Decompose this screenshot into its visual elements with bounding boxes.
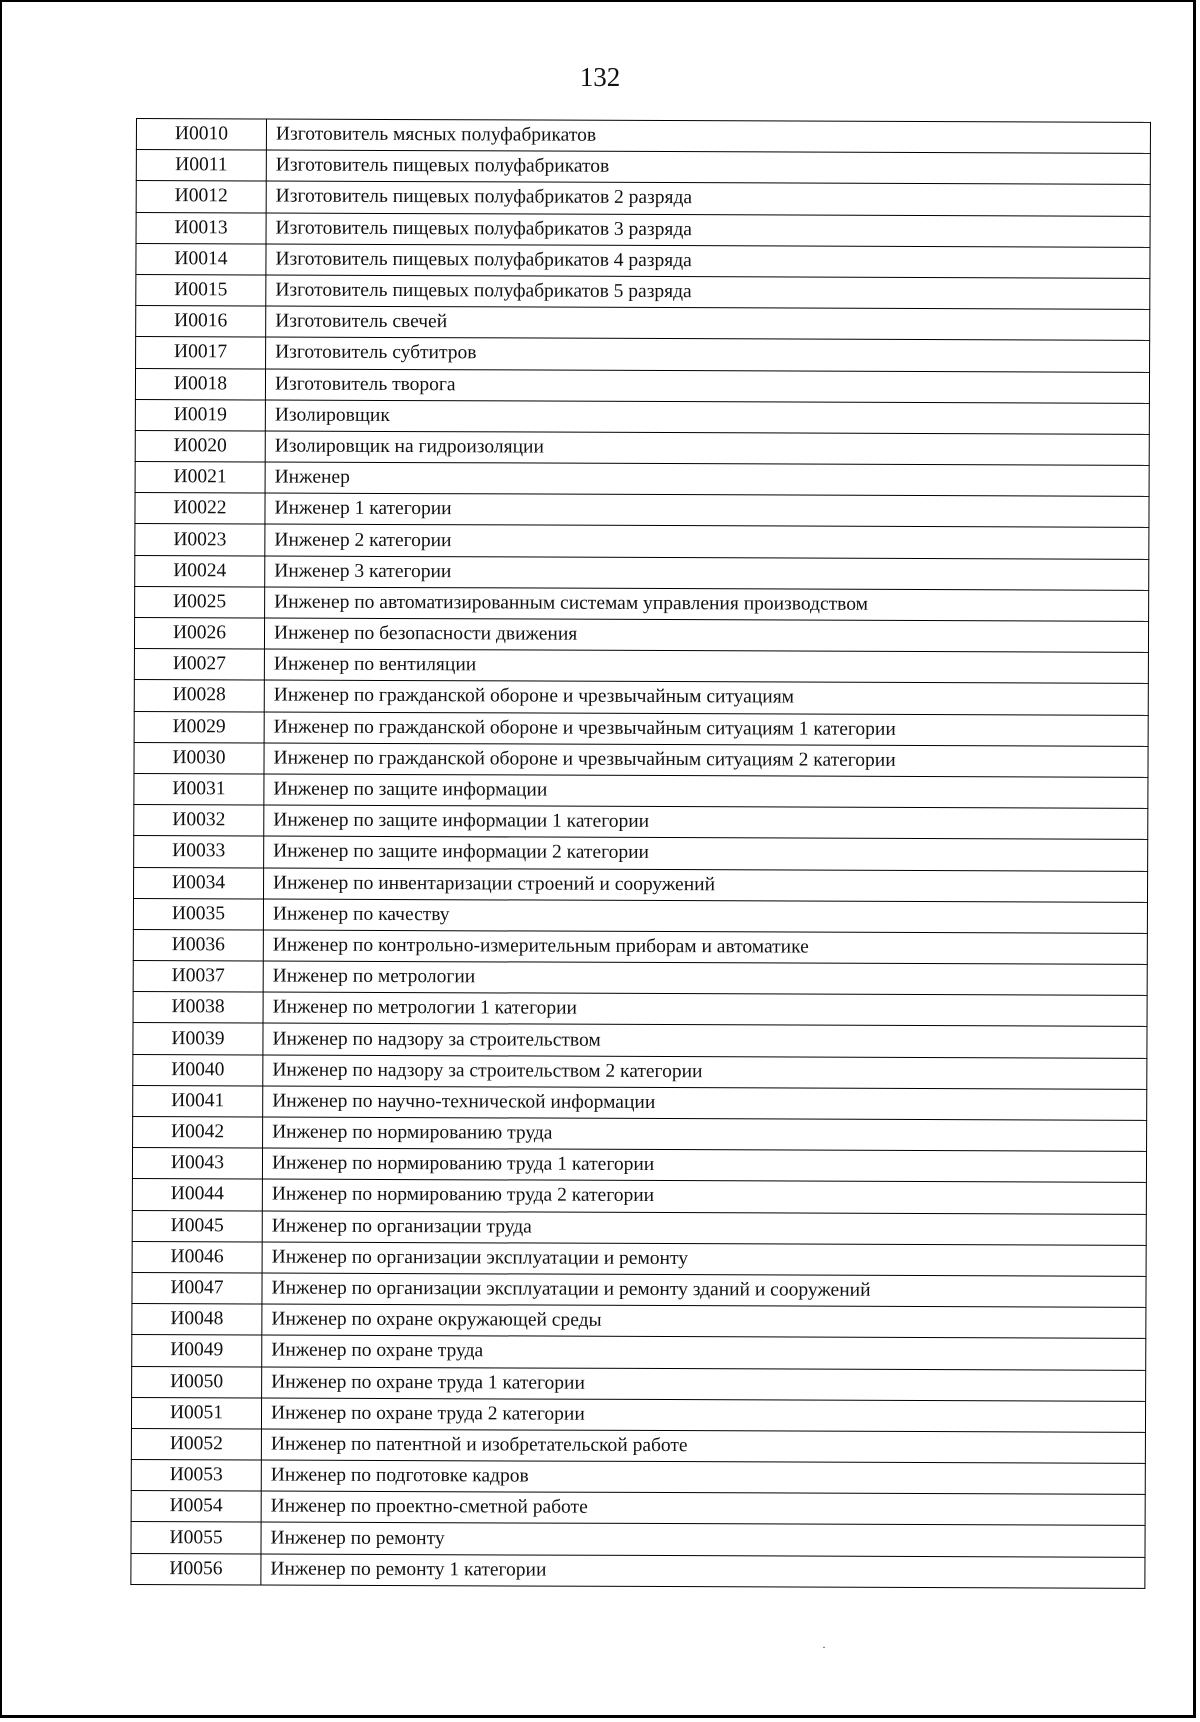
occupation-name-cell: Инженер по защите информации 1 категории xyxy=(264,805,1148,840)
table-row xyxy=(135,462,1149,497)
table-row xyxy=(134,836,1148,871)
occupation-name-cell: Изготовитель пищевых полуфабрикатов 4 разряда xyxy=(266,244,1150,279)
occupation-code-cell: И0012 xyxy=(136,181,266,213)
occupation-code-cell: И0011 xyxy=(136,150,266,182)
occupation-name-cell: Изолировщик xyxy=(265,400,1149,435)
occupation-code-cell: И0048 xyxy=(132,1304,262,1336)
table-row xyxy=(133,898,1147,933)
table-row xyxy=(135,493,1149,528)
occupation-code-cell: И0040 xyxy=(133,1054,263,1086)
occupation-name-cell: Инженер по нормированию труда 1 категории xyxy=(262,1148,1146,1183)
occupation-name-cell: Инженер по метрологии xyxy=(263,961,1147,996)
table-row xyxy=(134,867,1148,902)
occupation-name-cell: Инженер 1 категории xyxy=(265,493,1149,528)
occupation-code-cell: И0053 xyxy=(131,1460,261,1492)
codes-table-wrapper xyxy=(130,118,1151,1589)
occupation-name-cell: Инженер по гражданской обороне и чрезвычайным ситуациям 1 категории xyxy=(264,712,1148,747)
occupation-code-cell: И0029 xyxy=(134,711,264,743)
occupation-name-cell: Инженер по вентиляции xyxy=(264,649,1148,684)
occupation-name-cell: Изготовитель пищевых полуфабрикатов 5 разряда xyxy=(266,275,1150,310)
table-row xyxy=(132,1210,1146,1245)
occupation-name-cell: Инженер 3 категории xyxy=(265,556,1149,591)
occupation-code-cell: И0054 xyxy=(131,1491,261,1523)
occupation-code-cell: И0018 xyxy=(135,368,265,400)
occupation-code-cell: И0052 xyxy=(131,1428,261,1460)
occupation-name-cell: Инженер по охране труда xyxy=(262,1335,1146,1370)
table-row xyxy=(132,1241,1146,1276)
table-row xyxy=(135,368,1149,403)
occupation-code-cell: И0034 xyxy=(134,867,264,899)
occupation-code-cell: И0023 xyxy=(135,524,265,556)
table-row xyxy=(131,1553,1145,1588)
page-number: 132 xyxy=(579,62,621,92)
occupation-code-cell: И0037 xyxy=(133,961,263,993)
occupation-name-cell: Инженер по контрольно-измерительным приборам и автоматике xyxy=(263,930,1147,965)
occupation-name-cell: Инженер по научно-технической информации xyxy=(263,1086,1147,1121)
occupation-name-cell: Инженер по организации эксплуатации и ремонту зданий и сооружений xyxy=(262,1273,1146,1308)
occupation-code-cell: И0015 xyxy=(136,274,266,306)
occupation-code-cell: И0024 xyxy=(135,555,265,587)
occupation-code-cell: И0050 xyxy=(132,1366,262,1398)
occupation-code-cell: И0047 xyxy=(132,1272,262,1304)
table-row xyxy=(134,649,1148,684)
table-row xyxy=(132,1304,1146,1339)
occupation-name-cell: Инженер по патентной и изобретательской работе xyxy=(261,1429,1145,1464)
table-row xyxy=(134,805,1148,840)
occupation-name-cell: Инженер по автоматизированным системам управления производством xyxy=(265,587,1149,622)
table-row xyxy=(134,617,1148,652)
occupation-code-cell: И0022 xyxy=(135,493,265,525)
table-row xyxy=(135,586,1149,621)
occupation-code-cell: И0019 xyxy=(135,399,265,431)
occupation-name-cell: Инженер по нормированию труда xyxy=(263,1117,1147,1152)
occupation-name-cell: Изготовитель пищевых полуфабрикатов 2 разряда xyxy=(266,181,1150,216)
occupation-name-cell: Инженер по организации труда xyxy=(262,1211,1146,1246)
occupation-code-cell: И0041 xyxy=(133,1085,263,1117)
table-row xyxy=(132,1335,1146,1370)
table-row xyxy=(136,150,1150,185)
table-row xyxy=(136,119,1150,154)
table-row xyxy=(132,1272,1146,1307)
occupation-name-cell: Изготовитель творога xyxy=(265,368,1149,403)
table-row xyxy=(133,929,1147,964)
occupation-code-cell: И0051 xyxy=(131,1397,261,1429)
occupation-name-cell: Инженер по защите информации 2 категории xyxy=(264,836,1148,871)
occupation-code-cell: И0010 xyxy=(136,119,266,151)
occupation-name-cell: Инженер по гражданской обороне и чрезвычайным ситуациям xyxy=(264,680,1148,715)
occupation-name-cell: Инженер по подготовке кадров xyxy=(261,1460,1145,1495)
occupation-code-cell: И0038 xyxy=(133,992,263,1024)
occupation-code-cell: И0039 xyxy=(133,1023,263,1055)
table-row xyxy=(135,399,1149,434)
occupation-name-cell: Изготовитель пищевых полуфабрикатов xyxy=(266,150,1150,185)
occupation-codes-table xyxy=(130,118,1151,1589)
occupation-code-cell: И0028 xyxy=(134,680,264,712)
table-row xyxy=(136,181,1150,216)
occupation-name-cell: Инженер по надзору за строительством 2 категории xyxy=(263,1055,1147,1090)
occupation-code-cell: И0021 xyxy=(135,462,265,494)
occupation-name-cell: Инженер по инвентаризации строений и сооружений xyxy=(264,867,1148,902)
occupation-name-cell: Инженер по гражданской обороне и чрезвычайным ситуациям 2 категории xyxy=(264,743,1148,778)
table-row xyxy=(133,1085,1147,1120)
occupation-name-cell: Инженер по охране окружающей среды xyxy=(262,1304,1146,1339)
occupation-code-cell: И0017 xyxy=(136,337,266,369)
occupation-code-cell: И0020 xyxy=(135,430,265,462)
occupation-code-cell: И0014 xyxy=(136,243,266,275)
table-row xyxy=(133,992,1147,1027)
occupation-name-cell: Изготовитель мясных полуфабрикатов xyxy=(266,119,1150,154)
table-row xyxy=(136,243,1150,278)
occupation-code-cell: И0036 xyxy=(133,929,263,961)
occupation-code-cell: И0055 xyxy=(131,1522,261,1554)
occupation-code-cell: И0056 xyxy=(131,1553,261,1585)
table-row xyxy=(133,1116,1147,1151)
table-row xyxy=(134,711,1148,746)
occupation-name-cell: Инженер по метрологии 1 категории xyxy=(263,992,1147,1027)
table-row xyxy=(133,1023,1147,1058)
occupation-name-cell: Инженер по защите информации xyxy=(264,774,1148,809)
table-body xyxy=(131,119,1151,1589)
table-row xyxy=(134,742,1148,777)
occupation-name-cell: Инженер по ремонту xyxy=(261,1522,1145,1557)
occupation-name-cell: Инженер по охране труда 1 категории xyxy=(262,1366,1146,1401)
occupation-code-cell: И0026 xyxy=(134,617,264,649)
table-row xyxy=(136,212,1150,247)
occupation-code-cell: И0045 xyxy=(132,1210,262,1242)
occupation-name-cell: Инженер по качеству xyxy=(263,899,1147,934)
occupation-name-cell: Инженер по надзору за строительством xyxy=(263,1023,1147,1058)
table-row xyxy=(131,1522,1145,1557)
occupation-name-cell: Инженер по организации эксплуатации и ремонту xyxy=(262,1242,1146,1277)
occupation-code-cell: И0031 xyxy=(134,773,264,805)
table-row xyxy=(135,524,1149,559)
occupation-code-cell: И0032 xyxy=(134,805,264,837)
table-row xyxy=(136,274,1150,309)
table-row xyxy=(132,1179,1146,1214)
occupation-code-cell: И0035 xyxy=(133,898,263,930)
occupation-code-cell: И0042 xyxy=(133,1116,263,1148)
occupation-name-cell: Инженер по охране труда 2 категории xyxy=(261,1398,1145,1433)
table-row xyxy=(135,555,1149,590)
table-row xyxy=(131,1397,1145,1432)
occupation-name-cell: Инженер по нормированию труда 2 категории xyxy=(262,1179,1146,1214)
occupation-code-cell: И0043 xyxy=(132,1148,262,1180)
table-row xyxy=(135,430,1149,465)
table-row xyxy=(132,1366,1146,1401)
occupation-name-cell: Изготовитель субтитров xyxy=(266,337,1150,372)
occupation-name-cell: Изготовитель пищевых полуфабрикатов 3 разряда xyxy=(266,213,1150,248)
occupation-name-cell: Инженер по безопасности движения xyxy=(264,618,1148,653)
occupation-code-cell: И0044 xyxy=(132,1179,262,1211)
table-row xyxy=(136,337,1150,372)
occupation-code-cell: И0049 xyxy=(132,1335,262,1367)
table-row xyxy=(134,773,1148,808)
occupation-code-cell: И0033 xyxy=(134,836,264,868)
occupation-code-cell: И0027 xyxy=(134,649,264,681)
occupation-name-cell: Инженер по ремонту 1 категории xyxy=(261,1554,1145,1589)
table-row xyxy=(133,1054,1147,1089)
table-row xyxy=(131,1460,1145,1495)
scan-speck: · xyxy=(822,1640,826,1654)
table-row xyxy=(131,1491,1145,1526)
occupation-name-cell: Изолировщик на гидроизоляции xyxy=(265,431,1149,466)
table-row xyxy=(133,961,1147,996)
occupation-name-cell: Инженер 2 категории xyxy=(265,524,1149,559)
occupation-code-cell: И0016 xyxy=(136,306,266,338)
occupation-code-cell: И0046 xyxy=(132,1241,262,1273)
occupation-name-cell: Изготовитель свечей xyxy=(266,306,1150,341)
table-row xyxy=(131,1428,1145,1463)
table-row xyxy=(136,306,1150,341)
table-row xyxy=(132,1148,1146,1183)
occupation-name-cell: Инженер по проектно-сметной работе xyxy=(261,1491,1145,1526)
occupation-code-cell: И0013 xyxy=(136,212,266,244)
occupation-name-cell: Инженер xyxy=(265,462,1149,497)
table-row xyxy=(134,680,1148,715)
occupation-code-cell: И0025 xyxy=(135,586,265,618)
occupation-code-cell: И0030 xyxy=(134,742,264,774)
